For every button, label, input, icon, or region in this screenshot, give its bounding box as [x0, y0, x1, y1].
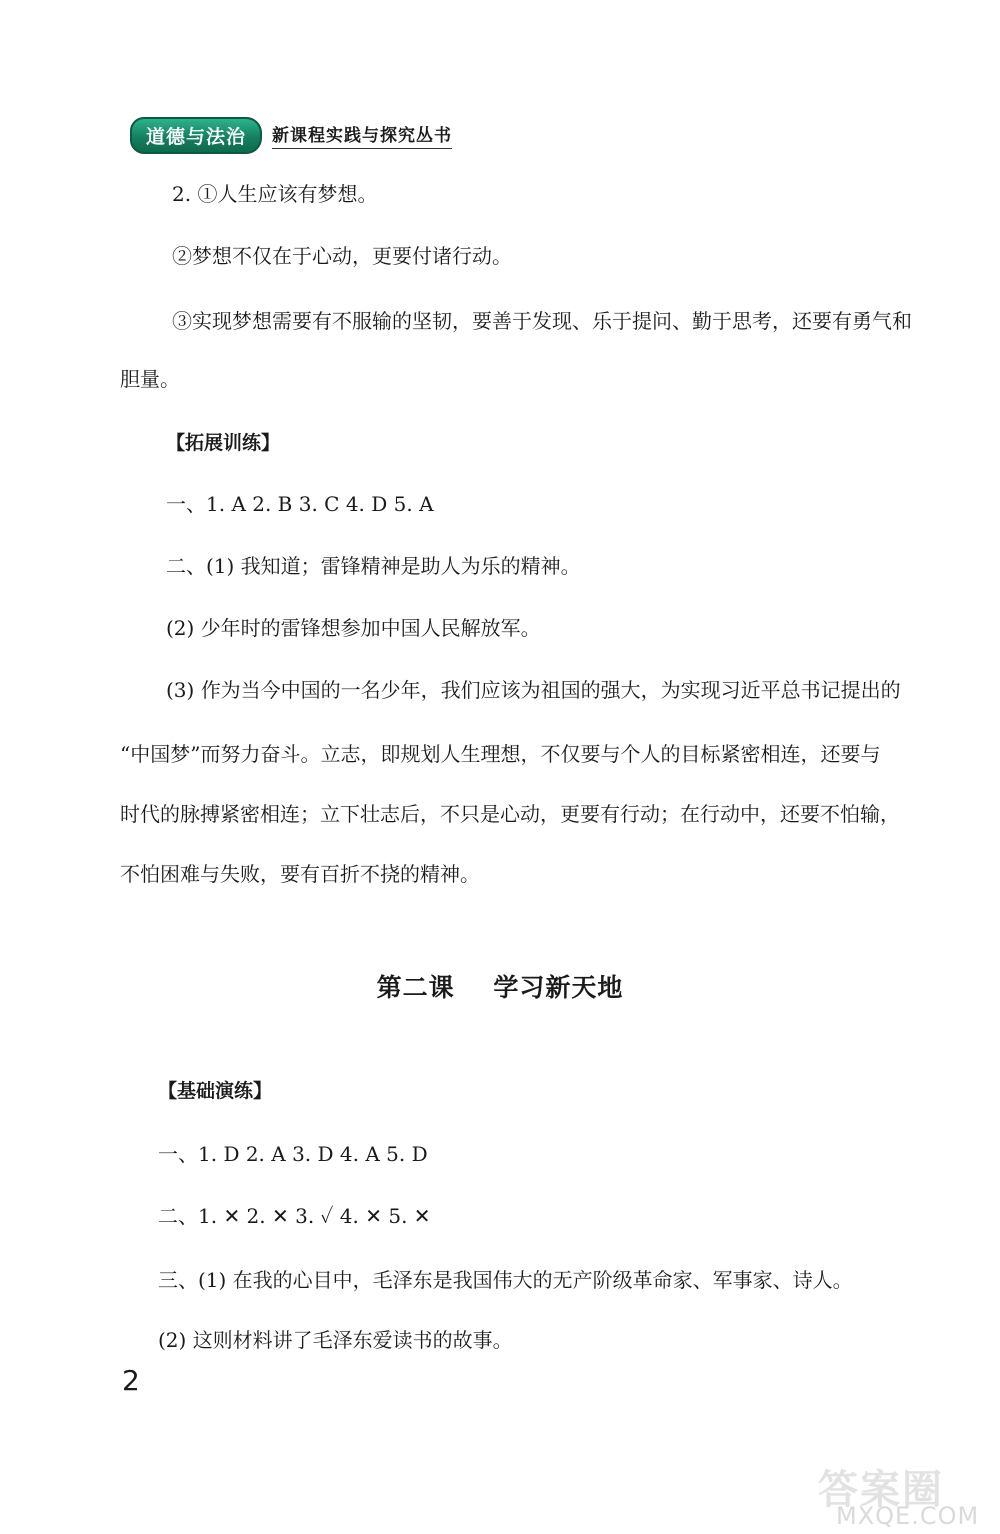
book-header: [130, 118, 452, 152]
lesson-title: 第二课 学习新天地: [376, 973, 624, 1002]
watermark-url: MXQE.COM: [836, 1502, 980, 1530]
watermark: [818, 1458, 998, 1530]
answer-line: 不怕困难与失败，要有百折不挠的精神。: [120, 862, 480, 886]
answer-line: (2) 少年时的雷锋想参加中国人民解放军。: [166, 616, 541, 640]
answer-line: 一、1. D 2. A 3. D 4. A 5. D: [158, 1142, 428, 1166]
answer-line: 三、(1) 在我的心目中，毛泽东是我国伟大的无产阶级革命家、军事家、诗人。: [158, 1268, 853, 1292]
answer-line: 2. ①人生应该有梦想。: [172, 182, 378, 206]
section-heading: 【拓展训练】: [166, 432, 281, 454]
answer-line: “中国梦”而努力奋斗。立志，即规划人生理想，不仅要与个人的目标紧密相连，还要与: [120, 742, 881, 766]
subject-badge: 道德与法治: [130, 117, 262, 154]
answer-line: 二、1. ✕ 2. ✕ 3. ✓ 4. ✕ 5. ✕: [158, 1204, 431, 1228]
series-title: 新课程实践与探究丛书: [272, 121, 452, 149]
answer-line: 一、1. A 2. B 3. C 4. D 5. A: [166, 492, 434, 516]
section-heading: 【基础演练】: [158, 1080, 273, 1102]
answer-line: ②梦想不仅在于心动，更要付诸行动。: [172, 244, 512, 268]
watermark-logo-text: 答案圈: [818, 1467, 944, 1513]
answer-line: 二、(1) 我知道；雷锋精神是助人为乐的精神。: [166, 554, 581, 578]
answer-line: (3) 作为当今中国的一名少年，我们应该为祖国的强大，为实现习近平总书记提出的: [166, 678, 901, 702]
answer-line: 时代的脉搏紧密相连；立下壮志后，不只是心动，更要有行动；在行动中，还要不怕输，: [120, 802, 900, 826]
answer-line: 胆量。: [120, 367, 180, 391]
answer-line: ③实现梦想需要有不服输的坚韧，要善于发现、乐于提问、勤于思考，还要有勇气和: [172, 309, 912, 333]
answer-line: (2) 这则材料讲了毛泽东爱读书的故事。: [158, 1328, 513, 1352]
page-number: 2: [122, 1364, 140, 1397]
